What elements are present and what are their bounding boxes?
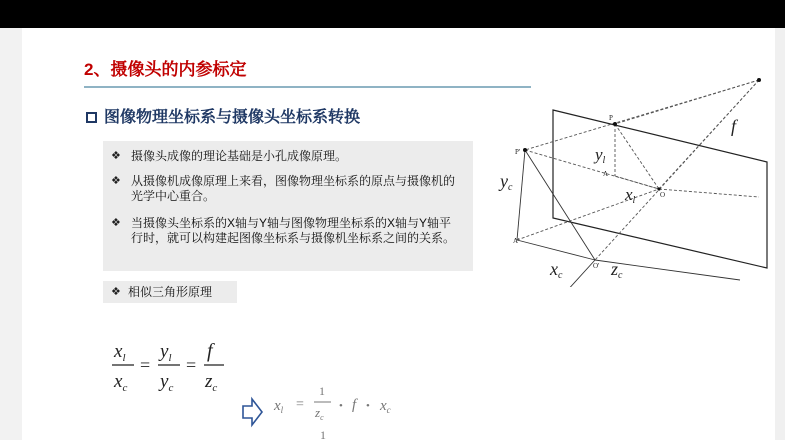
- label-zc: zc: [611, 259, 623, 281]
- diamond-bullet-icon: ❖: [111, 217, 121, 229]
- equals-sign: =: [140, 355, 151, 375]
- label-P-prime: P': [515, 148, 521, 156]
- label-xl: xl: [625, 185, 636, 206]
- diamond-bullet-icon: ❖: [111, 286, 121, 298]
- bullet-text: 当摄像头坐标系的X轴与Y轴与图像物理坐标系的X轴与Y轴平行时，就可以构建起图像坐标系与摄像机坐标系之间的关系。: [131, 216, 456, 245]
- result-den: $z_c$: [315, 405, 324, 422]
- label-A: A: [603, 170, 609, 178]
- right-margin: [775, 28, 785, 440]
- pinhole-projection-diagram: [495, 72, 775, 287]
- formula-den-zc: $z_c$: [205, 371, 218, 394]
- section-title: 2、摄像头的内参标定: [84, 60, 247, 79]
- label-xc: xc: [550, 259, 563, 281]
- label-f: f: [731, 116, 737, 136]
- subtitle-row: [86, 104, 360, 127]
- label-yl: yl: [595, 145, 606, 166]
- formula-num-yl: $y_l$: [160, 341, 172, 364]
- bullet-item: [111, 149, 461, 164]
- bullet-similar-triangles: [103, 281, 237, 303]
- label-yc: yc: [500, 171, 513, 193]
- ratio-formula: [108, 338, 233, 400]
- formula-den-yc: $y_c$: [160, 371, 174, 394]
- bullet-text: 摄像头成像的理论基础是小孔成像原理。: [131, 149, 348, 163]
- equals-sign: =: [296, 397, 304, 412]
- label-O-prime: O': [593, 262, 600, 270]
- formula-num-xl: $x_l$: [114, 341, 126, 364]
- formula-num-f: f: [207, 340, 213, 362]
- result-xc: $x_c$: [380, 398, 391, 415]
- bullet-item: [111, 216, 461, 246]
- diamond-bullet-icon: ❖: [111, 175, 121, 187]
- result-num: 1: [319, 384, 325, 398]
- label-P: P: [609, 114, 613, 122]
- equals-sign: =: [186, 355, 197, 375]
- bullet-box: [103, 141, 473, 271]
- diamond-bullet-icon: ❖: [111, 150, 121, 162]
- formula-den-xc: $x_c$: [114, 371, 128, 394]
- result-f: f: [352, 397, 357, 413]
- bullet-text: 从摄像机成像原理上来看，图像物理坐标系的原点与摄像机的光学中心重合。: [131, 174, 456, 203]
- checkbox-icon: [86, 112, 97, 123]
- left-margin: [0, 28, 22, 440]
- title-divider: [84, 86, 531, 88]
- label-A-prime: A': [513, 237, 520, 245]
- partial-next-formula: 1: [320, 428, 326, 440]
- dot-operator: •: [366, 400, 370, 412]
- top-bar: [0, 0, 785, 28]
- dot-operator: •: [339, 400, 343, 412]
- label-O: O: [660, 191, 666, 199]
- bullet-text: 相似三角形原理: [128, 285, 213, 299]
- result-formula: [240, 380, 440, 440]
- bullet-item: [111, 174, 461, 204]
- subtitle: 图像物理坐标系与摄像头坐标系转换: [104, 109, 361, 126]
- hollow-arrow-right-icon: [243, 399, 262, 425]
- result-lhs: $x_l$: [274, 398, 284, 415]
